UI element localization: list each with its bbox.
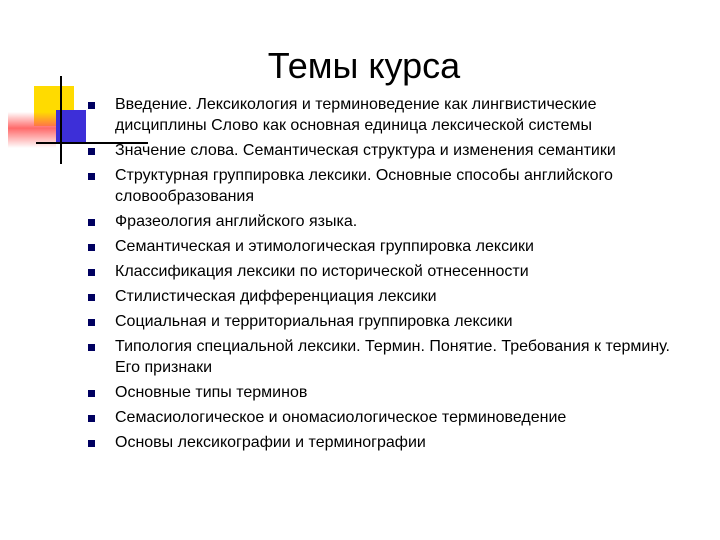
list-item: [88, 236, 688, 257]
square-bullet-icon: [88, 294, 95, 301]
topic-list: [88, 94, 688, 457]
square-bullet-icon: [88, 390, 95, 397]
square-bullet-icon: [88, 244, 95, 251]
list-item: [88, 311, 688, 332]
square-bullet-icon: [88, 269, 95, 276]
list-item: [88, 94, 688, 136]
list-item-text: Стилистическая дифференциация лексики: [115, 288, 437, 305]
list-item: [88, 407, 688, 428]
vertical-line-decoration: [60, 76, 62, 164]
list-item: [88, 336, 688, 378]
list-item-text: Основы лексикографии и терминографии: [115, 434, 426, 451]
list-item-text: Фразеология английского языка.: [115, 213, 358, 230]
list-item: [88, 286, 688, 307]
slide-title: Темы курса: [267, 45, 461, 86]
list-item-text: Структурная группировка лексики. Основные способы английского словообразования: [115, 167, 613, 205]
square-bullet-icon: [88, 173, 95, 180]
list-item-text: Типология специальной лексики. Термин. Понятие. Требования к термину. Его признаки: [115, 338, 670, 376]
list-item: [88, 140, 688, 161]
list-item-text: Значение слова. Семантическая структура и изменения семантики: [115, 142, 616, 159]
list-item-text: Введение. Лексикология и терминоведение как лингвистические дисциплины Слово как основная единица лексической системы: [115, 96, 597, 134]
square-bullet-icon: [88, 148, 95, 155]
list-item-text: Классификация лексики по исторической отнесенности: [115, 263, 529, 280]
square-bullet-icon: [88, 440, 95, 447]
list-item: [88, 165, 688, 207]
list-item: [88, 382, 688, 403]
list-item: [88, 211, 688, 232]
square-bullet-icon: [88, 344, 95, 351]
list-item-text: Семантическая и этимологическая группировка лексики: [115, 238, 534, 255]
square-bullet-icon: [88, 219, 95, 226]
list-item-text: Социальная и территориальная группировка лексики: [115, 313, 513, 330]
square-bullet-icon: [88, 415, 95, 422]
list-item: [88, 432, 688, 453]
square-bullet-icon: [88, 102, 95, 109]
list-item-text: Основные типы терминов: [115, 384, 308, 401]
square-bullet-icon: [88, 319, 95, 326]
list-item: [88, 261, 688, 282]
list-item-text: Семасиологическое и ономасиологическое терминоведение: [115, 409, 567, 426]
